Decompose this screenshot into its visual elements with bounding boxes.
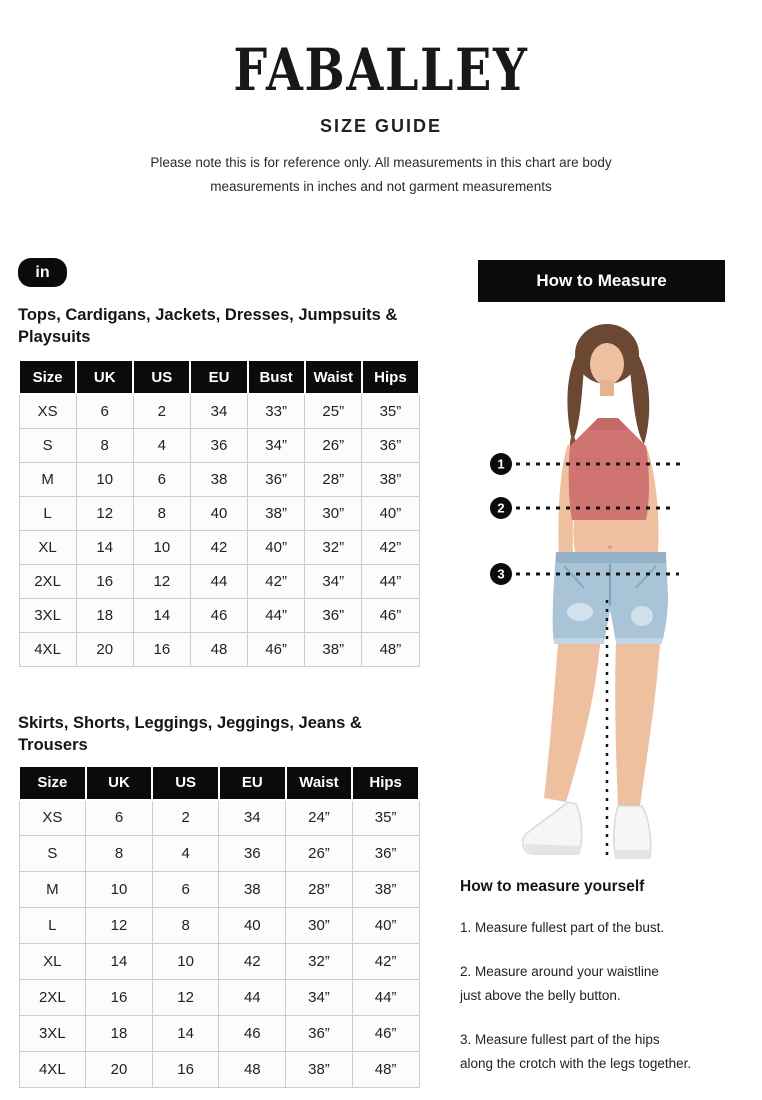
size-cell: 34” (286, 980, 353, 1016)
size-cell: 16 (86, 980, 153, 1016)
size-cell: 44” (352, 980, 419, 1016)
column-header: Bust (248, 360, 305, 394)
size-cell: 3XL (19, 598, 76, 632)
column-header: Hips (362, 360, 419, 394)
size-cell: 6 (133, 462, 190, 496)
measure-step (460, 916, 762, 940)
size-cell: 44” (248, 598, 305, 632)
size-cell: 36 (219, 836, 286, 872)
size-cell: 6 (76, 394, 133, 428)
size-cell: 8 (86, 836, 153, 872)
size-cell: 2 (152, 800, 219, 836)
size-cell: L (19, 908, 86, 944)
size-cell: 28” (286, 872, 353, 908)
size-cell: 48 (190, 632, 247, 666)
size-cell: 32” (305, 530, 362, 564)
size-cell: 48 (219, 1052, 286, 1088)
size-cell: 18 (86, 1016, 153, 1052)
model-illustration (460, 306, 762, 866)
unit-toggle-inches[interactable]: in (18, 258, 67, 287)
size-cell: 20 (86, 1052, 153, 1088)
size-cell: 34 (190, 394, 247, 428)
size-cell: 36 (190, 428, 247, 462)
size-cell: 10 (86, 872, 153, 908)
size-cell: 48” (352, 1052, 419, 1088)
sneakers (523, 802, 651, 858)
size-cell: 12 (86, 908, 153, 944)
size-cell: 33” (248, 394, 305, 428)
size-cell: 36” (352, 836, 419, 872)
size-cell: 38 (219, 872, 286, 908)
denim-shorts (553, 552, 668, 644)
bottoms-table-heading: Skirts, Shorts, Leggings, Jeggings, Jeans & Trousers (18, 713, 362, 754)
size-cell: 10 (133, 530, 190, 564)
table-row (19, 944, 419, 980)
size-cell: 6 (152, 872, 219, 908)
column-header: UK (76, 360, 133, 394)
size-cell: 38” (362, 462, 419, 496)
table-row (19, 530, 419, 564)
midriff (573, 520, 645, 556)
size-cell: S (19, 836, 86, 872)
size-cell: 36” (248, 462, 305, 496)
table-row (19, 632, 419, 666)
size-cell: 40 (219, 908, 286, 944)
size-cell: 40” (352, 908, 419, 944)
column-header: US (133, 360, 190, 394)
size-cell: 46” (352, 1016, 419, 1052)
page-header (0, 0, 762, 199)
size-cell: 35” (352, 800, 419, 836)
size-cell: 26” (286, 836, 353, 872)
reference-note (41, 151, 721, 199)
size-cell: 2XL (19, 564, 76, 598)
size-cell: 4 (152, 836, 219, 872)
size-cell: 42” (248, 564, 305, 598)
tops-size-table (18, 359, 420, 667)
size-cell: 2 (133, 394, 190, 428)
table-row (19, 872, 419, 908)
measure-step-line: 1. Measure fullest part of the bust. (460, 920, 665, 935)
size-cell: 10 (76, 462, 133, 496)
size-cell: 36” (305, 598, 362, 632)
column-header: Size (19, 360, 76, 394)
size-cell: M (19, 462, 76, 496)
column-header: EU (190, 360, 247, 394)
size-cell: 48” (362, 632, 419, 666)
size-cell: 4XL (19, 632, 76, 666)
size-cell: XS (19, 800, 86, 836)
size-cell: 2XL (19, 980, 86, 1016)
size-cell: 4 (133, 428, 190, 462)
table-row (19, 598, 419, 632)
size-cell: 38” (352, 872, 419, 908)
measure-yourself-heading: How to measure yourself (460, 878, 645, 895)
page-title: SIZE GUIDE (319, 116, 442, 136)
brand-logo: FABALLEY (233, 36, 529, 104)
reference-note-line1: Please note this is for reference only. All measurements in this chart are body (150, 155, 612, 170)
column-header: EU (219, 766, 286, 800)
size-cell: 24” (286, 800, 353, 836)
size-cell: 42 (219, 944, 286, 980)
marker-2-label: 2 (497, 500, 505, 516)
size-cell: 18 (76, 598, 133, 632)
size-cell: M (19, 872, 86, 908)
column-header: US (152, 766, 219, 800)
table-row (19, 980, 419, 1016)
size-cell: 8 (152, 908, 219, 944)
size-cell: L (19, 496, 76, 530)
size-tables-column (18, 258, 420, 1088)
size-cell: 36” (286, 1016, 353, 1052)
size-cell: 38” (305, 632, 362, 666)
size-cell: 35” (362, 394, 419, 428)
size-cell: 42” (352, 944, 419, 980)
marker-1-label: 1 (497, 456, 505, 472)
size-cell: 3XL (19, 1016, 86, 1052)
size-cell: 12 (152, 980, 219, 1016)
size-cell: 4XL (19, 1052, 86, 1088)
size-cell: 42 (190, 530, 247, 564)
size-cell: 36” (362, 428, 419, 462)
table-row (19, 800, 419, 836)
table-row (19, 1016, 419, 1052)
size-cell: 38” (286, 1052, 353, 1088)
size-cell: 8 (76, 428, 133, 462)
size-cell: 32” (286, 944, 353, 980)
reference-note-line2: measurements in inches and not garment measurements (210, 179, 552, 194)
size-cell: 8 (133, 496, 190, 530)
size-cell: 34” (248, 428, 305, 462)
measure-step-line: just above the belly button. (460, 988, 621, 1003)
size-cell: 38” (248, 496, 305, 530)
size-cell: 14 (76, 530, 133, 564)
size-cell: 16 (152, 1052, 219, 1088)
size-cell: 16 (76, 564, 133, 598)
size-cell: 46 (190, 598, 247, 632)
size-cell: XS (19, 394, 76, 428)
size-cell: 42” (362, 530, 419, 564)
column-header: Waist (305, 360, 362, 394)
size-cell: 46 (219, 1016, 286, 1052)
size-cell: 40 (190, 496, 247, 530)
table-row (19, 836, 419, 872)
size-cell: 34” (305, 564, 362, 598)
size-cell: 16 (133, 632, 190, 666)
column-header: Size (19, 766, 86, 800)
measure-step-line: 2. Measure around your waistline (460, 964, 659, 979)
how-to-measure-banner: How to Measure (478, 260, 725, 302)
size-cell: 46” (248, 632, 305, 666)
size-cell: S (19, 428, 76, 462)
size-cell: 34 (219, 800, 286, 836)
size-cell: 38 (190, 462, 247, 496)
size-cell: XL (19, 944, 86, 980)
column-header: Waist (286, 766, 353, 800)
size-cell: 12 (76, 496, 133, 530)
table-row (19, 496, 419, 530)
measure-markers (490, 453, 512, 585)
size-cell: 44 (190, 564, 247, 598)
size-cell: 14 (133, 598, 190, 632)
table-row (19, 428, 419, 462)
measure-step-line: 3. Measure fullest part of the hips (460, 1032, 660, 1047)
column-header: Hips (352, 766, 419, 800)
how-to-measure-column (460, 260, 762, 1076)
legs (544, 644, 660, 806)
size-cell: 14 (86, 944, 153, 980)
size-cell: 12 (133, 564, 190, 598)
measure-step (460, 960, 762, 1008)
table-row (19, 394, 419, 428)
size-cell: 30” (286, 908, 353, 944)
crop-top (569, 418, 649, 520)
measure-step (460, 1028, 762, 1076)
bottoms-size-table (18, 765, 420, 1089)
face (590, 343, 624, 396)
size-cell: 14 (152, 1016, 219, 1052)
tops-table-heading: Tops, Cardigans, Jackets, Dresses, Jumpsuits & Playsuits (18, 306, 398, 346)
table-header-row (19, 360, 419, 394)
size-cell: 26” (305, 428, 362, 462)
marker-3-label: 3 (497, 566, 505, 582)
size-cell: 40” (362, 496, 419, 530)
table-row (19, 908, 419, 944)
column-header: UK (86, 766, 153, 800)
size-cell: 44 (219, 980, 286, 1016)
table-row (19, 564, 419, 598)
size-cell: 6 (86, 800, 153, 836)
measure-step-line: along the crotch with the legs together. (460, 1056, 692, 1071)
size-cell: 10 (152, 944, 219, 980)
size-cell: 28” (305, 462, 362, 496)
size-cell: 30” (305, 496, 362, 530)
size-cell: 46” (362, 598, 419, 632)
table-row (19, 462, 419, 496)
table-row (19, 1052, 419, 1088)
measure-steps (460, 916, 762, 1076)
size-cell: 20 (76, 632, 133, 666)
size-cell: 44” (362, 564, 419, 598)
table-header-row (19, 766, 419, 800)
model-photo (460, 306, 762, 866)
size-cell: 40” (248, 530, 305, 564)
size-cell: 25” (305, 394, 362, 428)
size-cell: XL (19, 530, 76, 564)
